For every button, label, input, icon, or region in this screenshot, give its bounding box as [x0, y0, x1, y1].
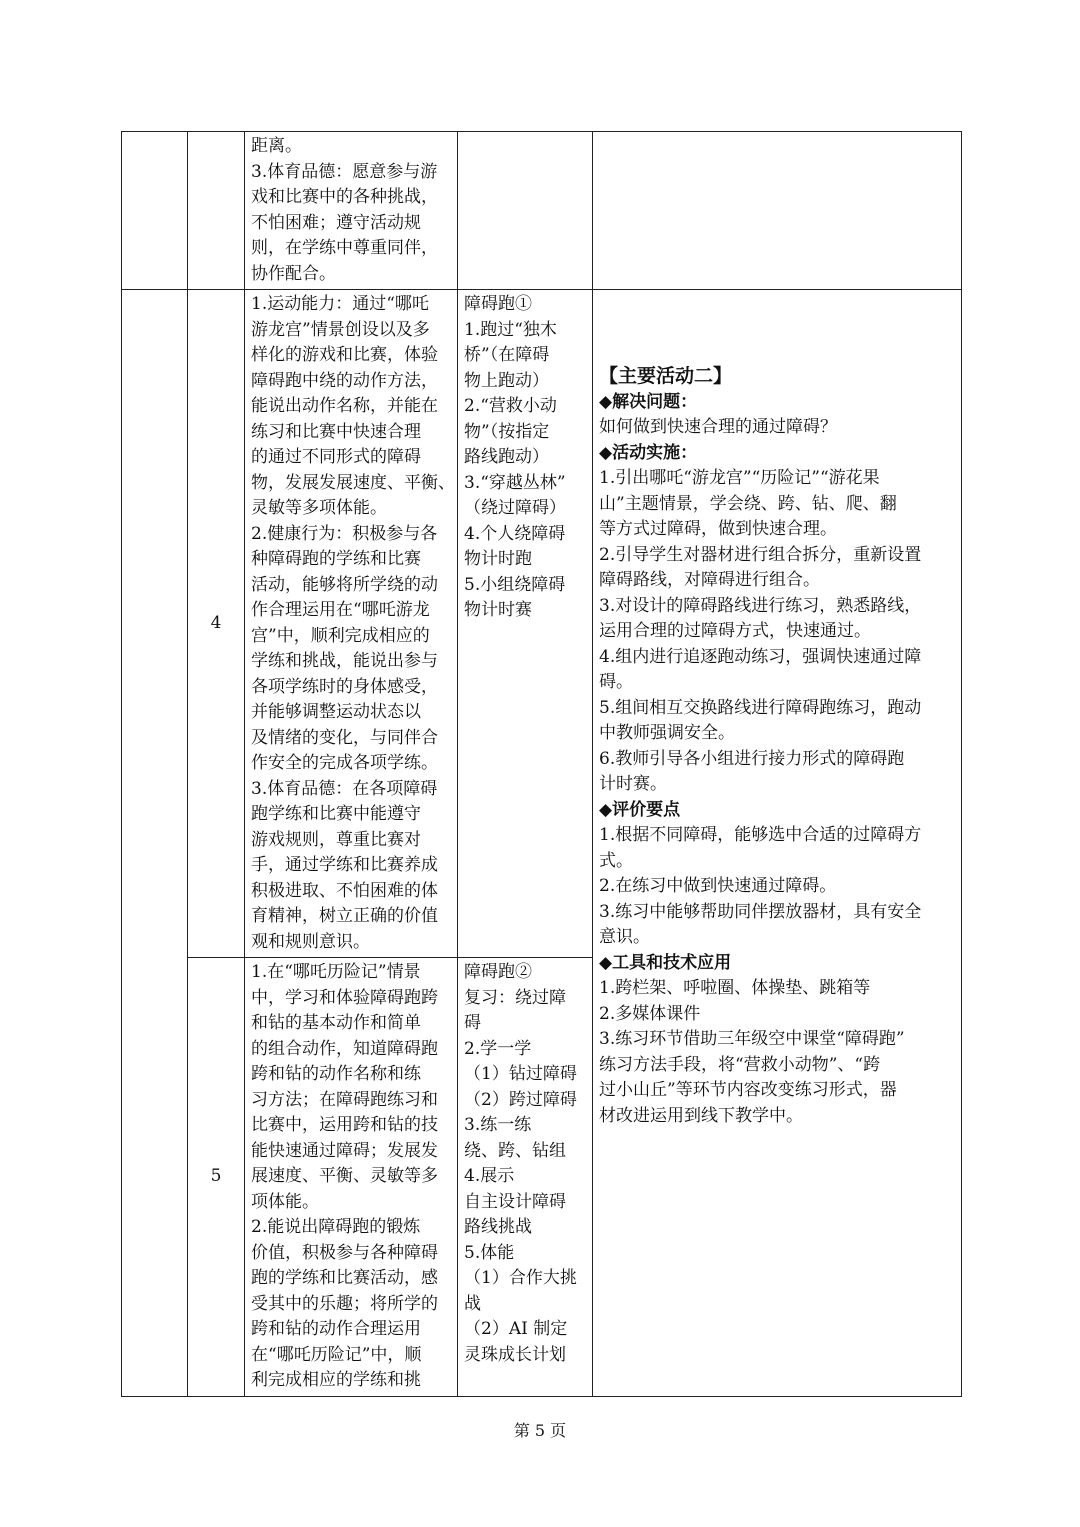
objective-line: 各项学练时的身体感受， — [251, 676, 438, 697]
objectives-cell — [245, 290, 458, 958]
eval-line: 3.练习中能够帮助同伴摆放器材，具有安全 — [599, 901, 922, 922]
lesson-plan-table — [121, 131, 962, 1397]
objective-line: 受其中的乐趣；将所学的 — [251, 1293, 438, 1314]
eval-line: 式。 — [599, 850, 633, 871]
lesson-number-cell: 4 — [188, 290, 245, 958]
objective-line: 比赛中，运用跨和钻的技 — [251, 1115, 438, 1135]
objective-line: 宫”中，顺利完成相应的 — [251, 625, 430, 646]
content-line: 桥”（在障碍 — [464, 345, 550, 365]
objective-line: 灵敏等多项体能。 — [251, 498, 387, 518]
content-cell — [458, 132, 593, 290]
implement-list — [599, 466, 955, 798]
lesson-number-cell — [188, 132, 245, 290]
objective-line: 距离。 — [251, 136, 302, 156]
objective-line: 跨和钻的动作名称和练 — [251, 1064, 421, 1084]
content-line: 物上跑动） — [464, 370, 549, 391]
objective-line: 并能够调整运动状态以 — [251, 702, 421, 722]
content-line: 碍 — [464, 1013, 481, 1033]
objective-line: 协作配合。 — [251, 263, 336, 284]
content-line: 复习：绕过障 — [464, 987, 566, 1008]
objective-line: 习方法；在障碍跑练习和 — [251, 1089, 438, 1110]
objective-line: 游戏规则，尊重比赛对 — [251, 829, 421, 850]
lesson-number-cell: 5 — [188, 958, 245, 1397]
objective-line: 学练和挑战，能说出参与 — [251, 651, 438, 671]
implement-line: 山”主题情景，学会绕、跨、钻、爬、翻 — [599, 493, 897, 514]
objective-line: 价值，积极参与各种障碍 — [251, 1242, 438, 1263]
objective-line: 1.运动能力：通过“哪吒 — [251, 294, 429, 314]
implement-line: 等方式过障碍，做到快速合理。 — [599, 519, 837, 540]
content-line: 绕、跨、钻组 — [464, 1140, 566, 1161]
content-line: 障碍跑① — [464, 294, 532, 314]
objective-line: 跑学练和比赛中能遵守 — [251, 804, 421, 824]
objective-line: 能快速通过障碍；发展发 — [251, 1140, 438, 1161]
objective-line: 活动，能够将所学绕的动 — [251, 574, 438, 595]
content-line: 3.练一练 — [464, 1115, 532, 1135]
content-line: （绕过障碍） — [464, 498, 566, 518]
objectives-cell — [245, 132, 458, 290]
implement-line: 障碍路线，对障碍进行组合。 — [599, 570, 820, 591]
objective-line: 育精神，树立正确的价值 — [251, 906, 438, 926]
objective-line: 能说出动作名称，并能在 — [251, 396, 438, 416]
eval-list — [599, 823, 955, 951]
eval-line: 1.根据不同障碍，能够选中合适的过障碍方 — [599, 825, 922, 846]
objective-line: 2.能说出障碍跑的锻炼 — [251, 1217, 421, 1237]
tools-line: 材改进运用到线下教学中。 — [599, 1105, 803, 1126]
tools-line: 练习方法手段，将“营救小动物”、“跨 — [599, 1054, 881, 1075]
tools-line: 3.练习环节借助三年级空中课堂“障碍跑” — [599, 1029, 905, 1050]
tools-line: 2.多媒体课件 — [599, 1003, 701, 1024]
implement-line: 4.组内进行追逐跑动练习，强调快速通过障 — [599, 646, 922, 667]
main-activity-cell — [593, 290, 962, 1397]
objective-line: 展速度、平衡、灵敏等多 — [251, 1166, 438, 1186]
objective-line: 物，发展发展速度、平衡、 — [251, 472, 455, 493]
table-row — [122, 132, 962, 290]
content-line: 4.个人绕障碍 — [464, 523, 566, 544]
content-line: 路线跑动） — [464, 447, 549, 467]
implement-line: 碍。 — [599, 672, 633, 693]
objective-line: 的通过不同形式的障碍 — [251, 447, 421, 467]
objective-line: 3.体育品德：在各项障碍 — [251, 778, 438, 799]
content-line: 灵珠成长计划 — [464, 1344, 566, 1365]
activity-cell-empty — [593, 132, 962, 290]
content-line: 物计时跑 — [464, 549, 532, 569]
eval-line: 意识。 — [599, 927, 650, 948]
content-line: （2）AI 制定 — [464, 1319, 568, 1339]
implement-line: 中教师强调安全。 — [599, 723, 735, 744]
content-line: （2）跨过障碍 — [464, 1089, 577, 1110]
objective-line: 作安全的完成各项学练。 — [251, 753, 438, 773]
implement-line: 1.引出哪吒“游龙宫”“历险记”“游花果 — [599, 468, 880, 489]
tools-heading: ◆工具和技术应用 — [599, 952, 732, 973]
objective-line: 种障碍跑的学练和比赛 — [251, 549, 421, 569]
objective-line: 在“哪吒历险记”中，顺 — [251, 1344, 422, 1365]
objective-line: 不怕困难；遵守活动规 — [251, 212, 421, 233]
objective-line: 1.在“哪吒历险记”情景 — [251, 962, 421, 982]
content-line: 4.展示 — [464, 1166, 515, 1186]
content-line: 3.“穿越丛林” — [464, 472, 566, 493]
content-line: （1）合作大挑 — [464, 1268, 577, 1288]
content-line: （1）钻过障碍 — [464, 1064, 577, 1084]
content-line: 2.“营救小动 — [464, 396, 557, 416]
content-line: 2.学一学 — [464, 1038, 532, 1059]
objective-line: 中，学习和体验障碍跑跨 — [251, 987, 438, 1008]
objective-line: 练习和比赛中快速合理 — [251, 421, 421, 442]
objective-line: 则，在学练中尊重同伴， — [251, 238, 438, 258]
content-line: 1.跑过“独木 — [464, 319, 557, 340]
eval-line: 2.在练习中做到快速通过障碍。 — [599, 876, 837, 897]
implement-line: 3.对设计的障碍路线进行练习，熟悉路线， — [599, 595, 922, 616]
tools-list — [599, 976, 955, 1129]
tools-line: 过小山丘”等环节内容改变练习形式，器 — [599, 1080, 897, 1101]
content-line: 战 — [464, 1293, 481, 1314]
problem-heading: ◆解决问题： — [599, 391, 698, 412]
objective-line: 手，通过学练和比赛养成 — [251, 855, 438, 875]
content-line: 物计时赛 — [464, 600, 532, 620]
activity-title: 【主要活动二】 — [599, 365, 733, 388]
objective-line: 游龙宫”情景创设以及多 — [251, 319, 430, 340]
objective-line: 跨和钻的动作合理运用 — [251, 1319, 421, 1339]
objective-line: 戏和比赛中的各种挑战， — [251, 187, 438, 207]
content-line: 路线挑战 — [464, 1217, 532, 1237]
blank-cell — [122, 290, 188, 1397]
table-row — [122, 290, 962, 958]
objective-line: 项体能。 — [251, 1191, 319, 1212]
content-cell — [458, 290, 593, 958]
objectives-cell — [245, 958, 458, 1397]
objective-line: 的组合动作，知道障碍跑 — [251, 1038, 438, 1059]
objective-line: 障碍跑中绕的动作方法， — [251, 370, 438, 391]
content-line: 5.小组绕障碍 — [464, 574, 566, 595]
implement-line: 运用合理的过障碍方式，快速通过。 — [599, 621, 871, 642]
objective-line: 和钻的基本动作和简单 — [251, 1013, 421, 1033]
implement-line: 2.引导学生对器材进行组合拆分，重新设置 — [599, 544, 922, 565]
objective-line: 2.健康行为：积极参与各 — [251, 523, 438, 544]
implement-heading: ◆活动实施： — [599, 442, 698, 463]
objective-line: 积极进取、不怕困难的体 — [251, 880, 438, 901]
content-line: 障碍跑② — [464, 962, 532, 982]
content-line: 自主设计障碍 — [464, 1191, 566, 1212]
tools-line: 1.跨栏架、呼啦圈、体操垫、跳箱等 — [599, 978, 871, 999]
objective-line: 样化的游戏和比赛，体验 — [251, 345, 438, 365]
eval-heading: ◆评价要点 — [599, 799, 681, 820]
objective-line: 观和规则意识。 — [251, 931, 370, 952]
content-line: 5.体能 — [464, 1242, 515, 1263]
objective-line: 3.体育品德：愿意参与游 — [251, 161, 438, 182]
blank-cell — [122, 132, 188, 290]
objective-line: 利完成相应的学练和挑 — [251, 1370, 421, 1390]
objective-line: 作合理运用在“哪吒游龙 — [251, 600, 430, 620]
content-line: 物”（按指定 — [464, 421, 550, 442]
page-footer: 第 5 页 — [513, 1421, 567, 1440]
implement-line: 6.教师引导各小组进行接力形式的障碍跑 — [599, 748, 905, 769]
problem-text: 如何做到快速合理的通过障碍？ — [599, 417, 837, 438]
objective-line: 及情绪的变化，与同伴合 — [251, 727, 438, 748]
content-cell — [458, 958, 593, 1397]
implement-line: 5.组间相互交换路线进行障碍跑练习，跑动 — [599, 697, 922, 718]
implement-line: 计时赛。 — [599, 774, 667, 795]
objective-line: 跑的学练和比赛活动，感 — [251, 1268, 438, 1288]
